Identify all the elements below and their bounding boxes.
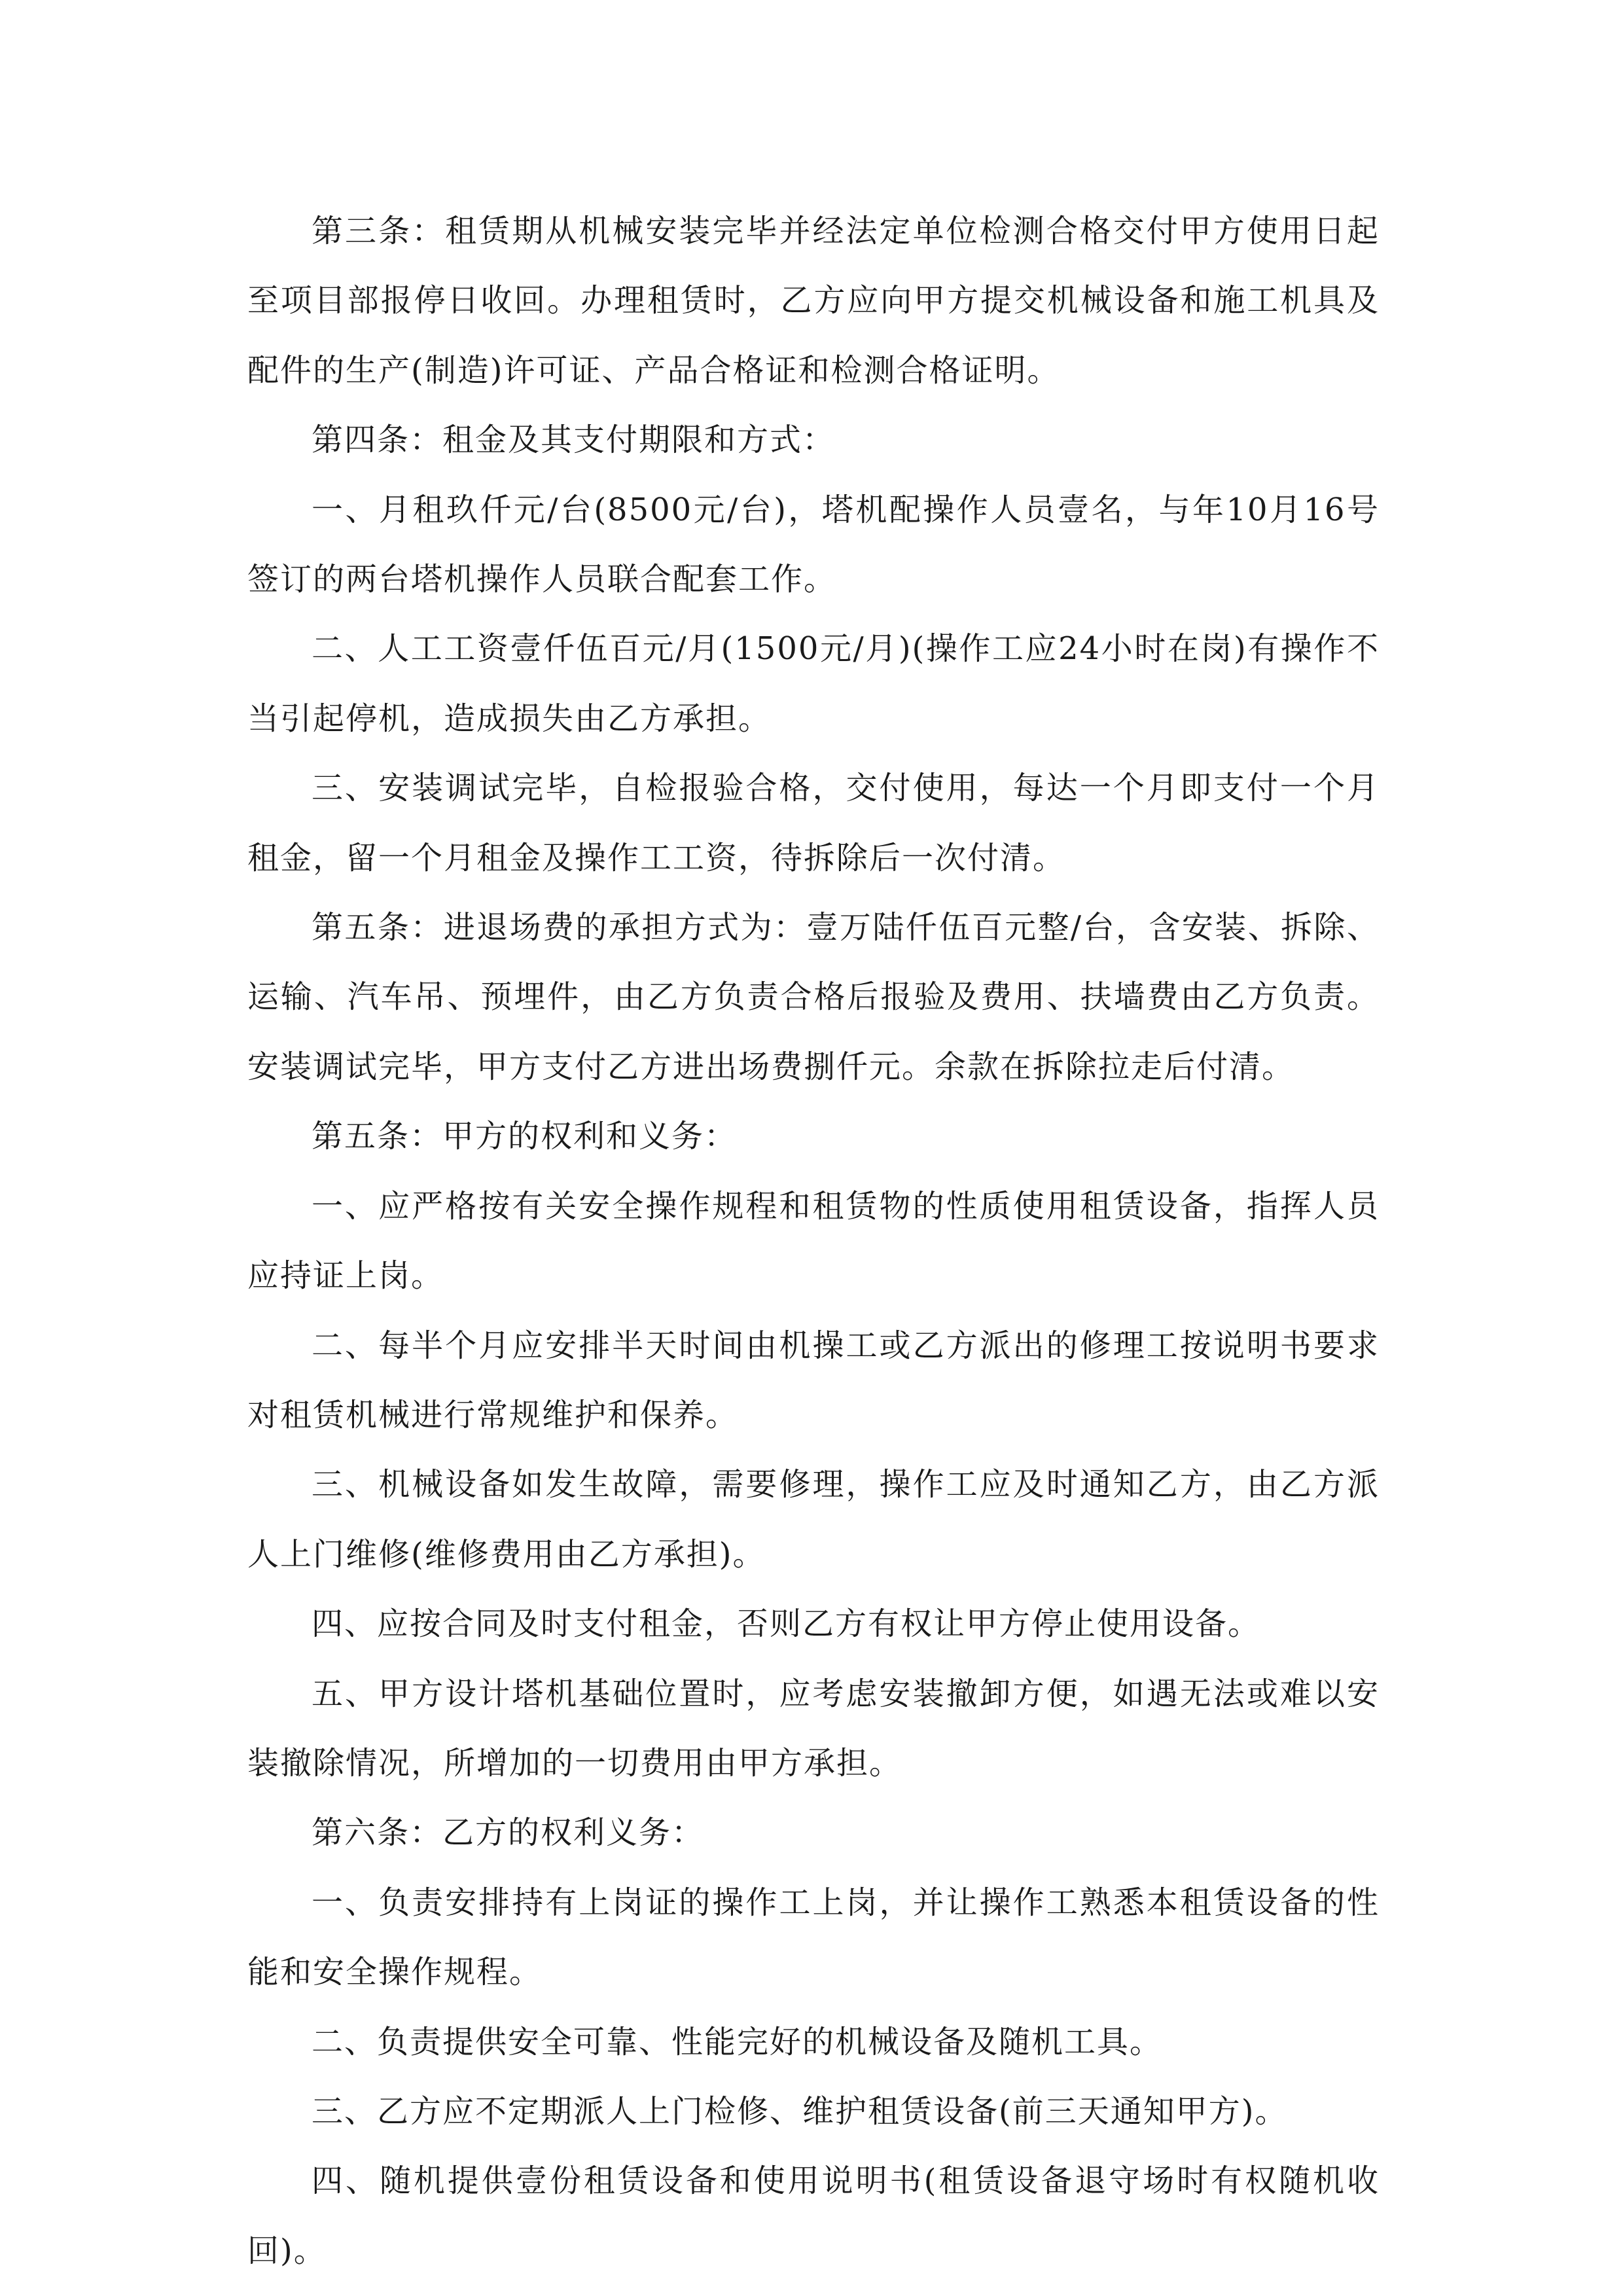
paragraph-party-a-item-2: 二、每半个月应安排半天时间由机操工或乙方派出的修理工按说明书要求对租赁机械进行常规维护和保养。	[247, 1327, 1380, 1433]
paragraph-party-b-item-4: 四、随机提供壹份租赁设备和使用说明书(租赁设备退守场时有权随机收回)。	[247, 2162, 1380, 2269]
paragraph-party-b-item-2: 二、负责提供安全可靠、性能完好的机械设备及随机工具。	[312, 2023, 1163, 2060]
paragraph-article-4-item-3: 三、安装调试完毕，自检报验合格，交付使用，每达一个月即支付一个月租金，留一个月租金及操作工工资，待拆除后一次付清。	[247, 770, 1380, 876]
paragraph-article-4-item-1: 一、月租玖仟元/台(8500元/台)，塔机配操作人员壹名，与年10月16号签订的两台塔机操作人员联合配套工作。	[247, 491, 1380, 598]
paragraph-article-3: 第三条：租赁期从机械安装完毕并经法定单位检测合格交付甲方使用日起至项目部报停日收回。办理租赁时，乙方应向甲方提交机械设备和施工机具及配件的生产(制造)许可证、产品合格证和检测合格证明。	[247, 213, 1380, 389]
document-body	[247, 196, 1380, 2286]
paragraph-article-5-heading: 第五条：甲方的权利和义务：	[312, 1118, 738, 1155]
paragraph-article-4-item-2: 二、人工工资壹仟伍百元/月(1500元/月)(操作工应24小时在岗)有操作不当引起停机，造成损失由乙方承担。	[247, 630, 1380, 737]
paragraph-article-6-heading: 第六条：乙方的权利义务：	[312, 1814, 705, 1852]
paragraph-party-a-item-4: 四、应按合同及时支付租金，否则乙方有权让甲方停止使用设备。	[312, 1605, 1261, 1643]
paragraph-party-a-item-1: 一、应严格按有关安全操作规程和租赁物的性质使用租赁设备，指挥人员应持证上岗。	[247, 1187, 1380, 1295]
paragraph-article-4-heading: 第四条：租金及其支付期限和方式：	[312, 422, 836, 459]
paragraph-article-5-fees: 第五条：进退场费的承担方式为：壹万陆仟伍百元整/台，含安装、拆除、运输、汽车吊、预埋件，由乙方负责合格后报验及费用、扶墙费由乙方负责。安装调试完毕，甲方支付乙方进出场费捌仟元。余款在拆除拉走后付清。	[247, 909, 1380, 1085]
paragraph-party-b-item-1: 一、负责安排持有上岗证的操作工上岗，并让操作工熟悉本租赁设备的性能和安全操作规程。	[247, 1884, 1380, 1991]
paragraph-party-a-item-3: 三、机械设备如发生故障，需要修理，操作工应及时通知乙方，由乙方派人上门维修(维修费用由乙方承担)。	[247, 1466, 1380, 1573]
paragraph-party-a-item-5: 五、甲方设计塔机基础位置时，应考虑安装撤卸方便，如遇无法或难以安装撤除情况，所增加的一切费用由甲方承担。	[247, 1675, 1380, 1782]
paragraph-party-b-item-3: 三、乙方应不定期派人上门检修、维护租赁设备(前三天通知甲方)。	[312, 2092, 1288, 2130]
